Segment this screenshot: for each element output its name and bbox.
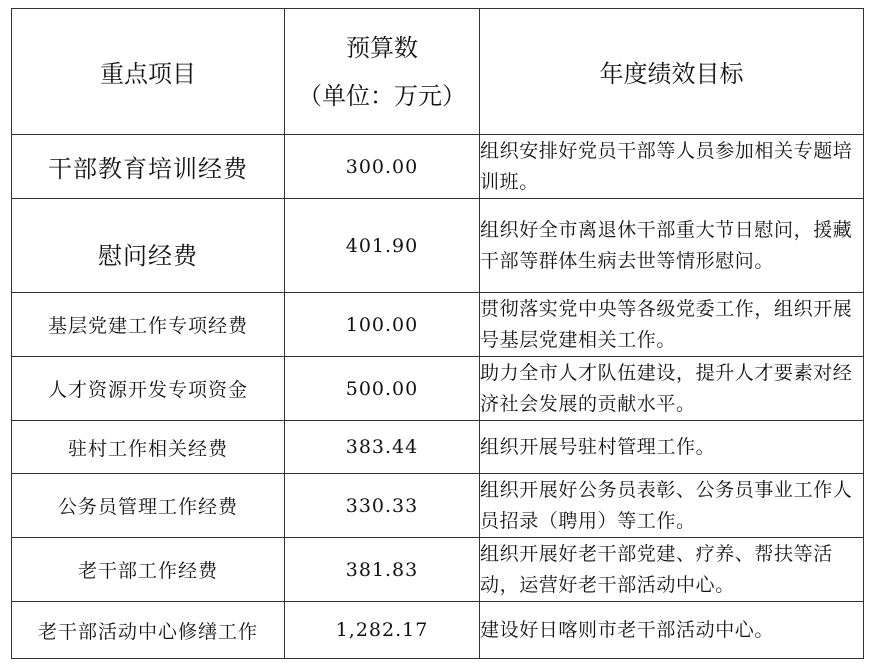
goal-cell: 组织好全市离退休干部重大节日慰问，援藏干部等群体生病去世等情形慰问。: [480, 199, 864, 293]
project-cell: [12, 474, 285, 538]
amount-cell: [285, 474, 480, 538]
header-goal: 年度绩效目标: [480, 9, 864, 135]
amount-cell: [285, 538, 480, 602]
header-budget-unit: （单位：万元）: [298, 81, 466, 110]
project-name: 人才资源开发专项资金: [47, 379, 248, 401]
table-row: [12, 357, 864, 421]
table-row: [12, 421, 864, 474]
goal-cell: 建设好日喀则市老干部活动中心。: [480, 602, 864, 659]
goal-cell: 贯彻落实党中央等各级党委工作，组织开展号基层党建相关工作。: [480, 293, 864, 357]
goal-cell: 组织开展号驻村管理工作。: [480, 421, 864, 474]
project-cell: [12, 357, 285, 421]
project-name: 驻村工作相关经费: [67, 437, 228, 460]
table-row: [12, 135, 864, 199]
amount-value: 401.90: [345, 234, 419, 257]
amount-cell: [285, 293, 480, 357]
amount-value: 300.00: [345, 155, 419, 178]
project-name: 公务员管理工作经费: [57, 496, 238, 518]
table-header-row: [12, 9, 864, 135]
table-row: [12, 199, 864, 293]
amount-cell: [285, 199, 480, 293]
amount-value: 500.00: [345, 377, 419, 400]
project-name: 慰问经费: [98, 242, 198, 270]
project-cell: [12, 293, 285, 357]
project-name: 基层党建工作专项经费: [47, 315, 248, 337]
goal-cell: 助力全市人才队伍建设，提升人才要素对经济社会发展的贡献水平。: [480, 357, 864, 421]
project-cell: [12, 135, 285, 199]
table-row: [12, 474, 864, 538]
table-row: [12, 538, 864, 602]
budget-table: [11, 8, 864, 659]
header-budget: [285, 9, 480, 135]
project-cell: [12, 602, 285, 659]
amount-value: 330.33: [345, 494, 419, 517]
amount-cell: [285, 135, 480, 199]
amount-value: 1,282.17: [335, 619, 429, 641]
table-row: [12, 602, 864, 659]
project-cell: [12, 538, 285, 602]
project-name: 老干部活动中心修缮工作: [37, 620, 258, 643]
header-budget-title: 预算数: [346, 33, 418, 62]
amount-value: 100.00: [345, 313, 419, 336]
amount-value: 381.83: [345, 558, 419, 581]
amount-cell: [285, 602, 480, 659]
amount-value: 383.44: [345, 436, 419, 458]
goal-cell: 组织开展好公务员表彰、公务员事业工作人员招录（聘用）等工作。: [480, 474, 864, 538]
header-project: 重点项目: [12, 9, 285, 135]
goal-cell: 组织开展好老干部党建、疗养、帮扶等活动，运营好老干部活动中心。: [480, 538, 864, 602]
table-row: [12, 293, 864, 357]
project-cell: [12, 421, 285, 474]
project-name: 老干部工作经费: [77, 560, 218, 582]
project-name: 干部教育培训经费: [48, 155, 248, 183]
amount-cell: [285, 357, 480, 421]
project-cell: [12, 199, 285, 293]
goal-cell: 组织安排好党员干部等人员参加相关专题培训班。: [480, 135, 864, 199]
amount-cell: [285, 421, 480, 474]
